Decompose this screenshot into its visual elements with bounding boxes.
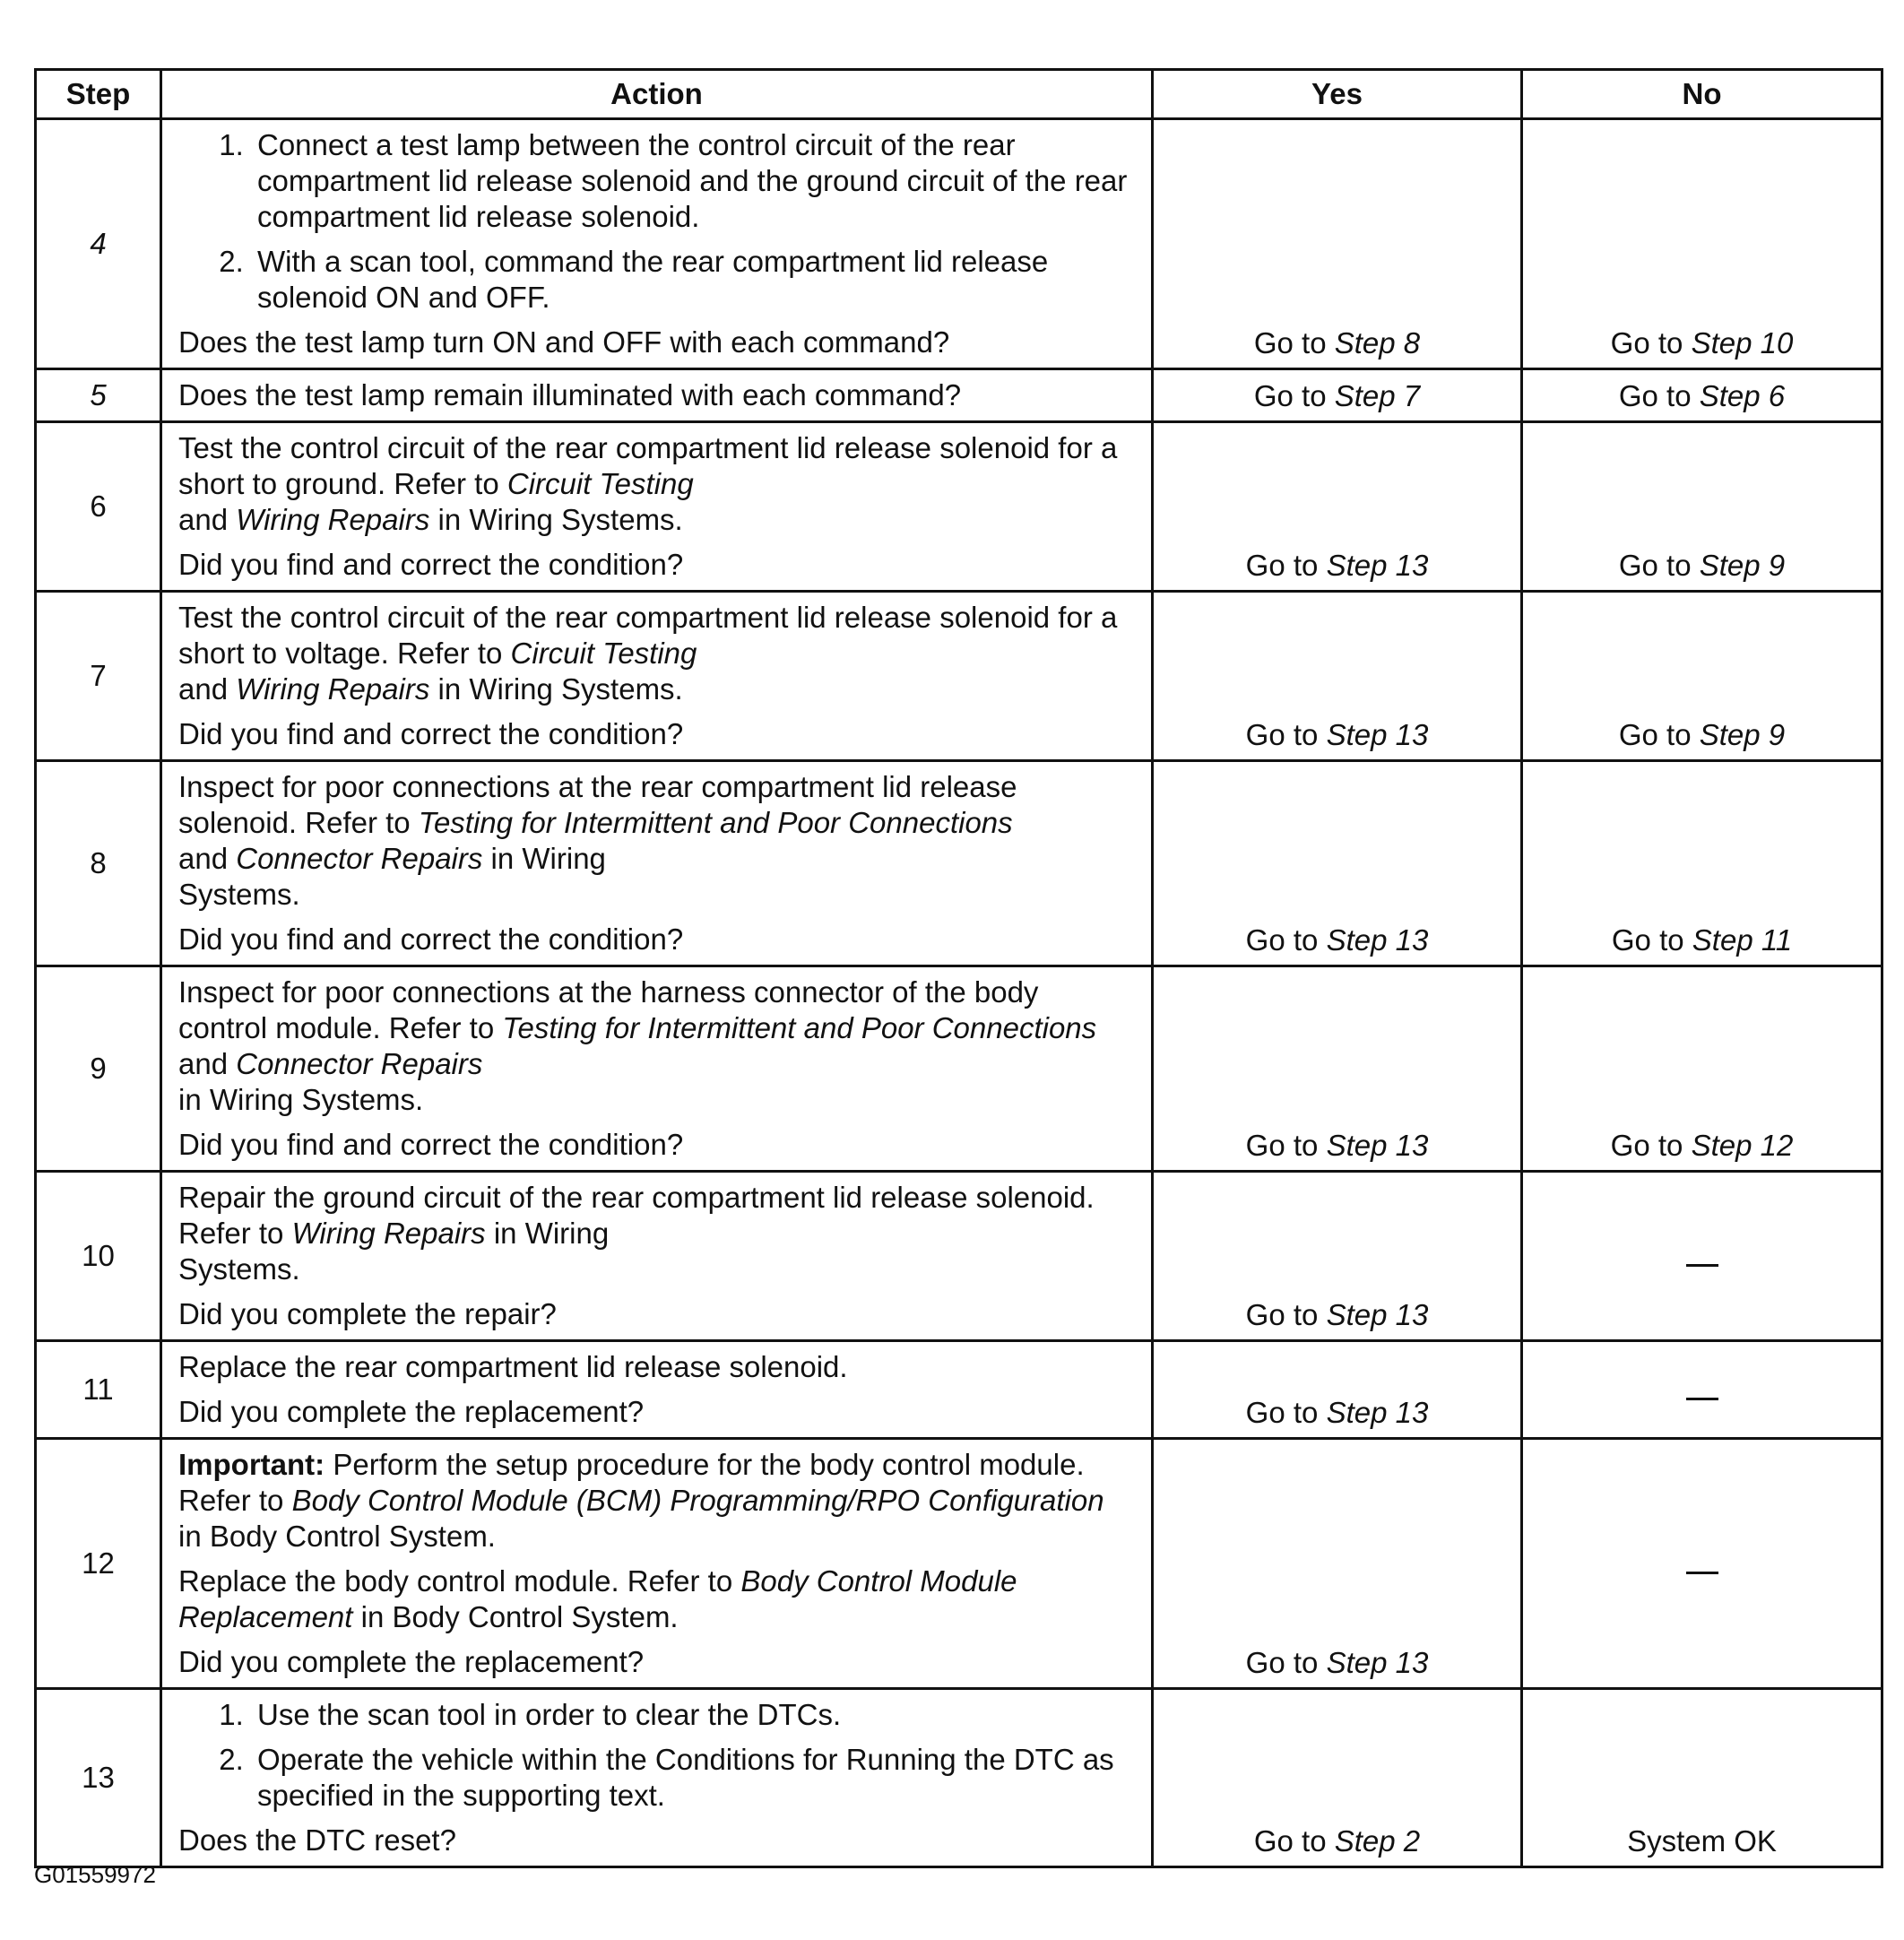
no-cell bbox=[1522, 592, 1882, 761]
table-row bbox=[36, 1341, 1882, 1439]
dash-mark bbox=[1686, 1572, 1718, 1574]
step-number: 7 bbox=[36, 592, 161, 761]
action-cell bbox=[161, 369, 1153, 422]
no-cell-dash bbox=[1522, 1439, 1882, 1689]
action-cell bbox=[161, 119, 1153, 369]
goto-text: Go to bbox=[1245, 549, 1319, 582]
goto-text: Go to bbox=[1618, 549, 1692, 582]
yes-cell bbox=[1153, 1439, 1522, 1689]
reference-link: Wiring Repairs bbox=[291, 1217, 486, 1250]
no-step-link: Step 9 bbox=[1699, 549, 1786, 582]
yes-step-link: Step 13 bbox=[1326, 1396, 1429, 1429]
yes-cell bbox=[1153, 1689, 1522, 1867]
yes-step-link: Step 13 bbox=[1326, 549, 1429, 582]
dash-mark bbox=[1686, 1398, 1718, 1400]
header-yes: Yes bbox=[1153, 70, 1522, 119]
action-cell bbox=[161, 1439, 1153, 1689]
action-cell bbox=[161, 592, 1153, 761]
question-text: Did you find and correct the condition? bbox=[178, 717, 684, 750]
instruction-text: Test the control circuit of the rear compartment lid release solenoid for a short to ground. Refer to Circuit Testing and Wiring Repairs in Wiring Systems. bbox=[178, 431, 1118, 536]
yes-cell bbox=[1153, 592, 1522, 761]
question-text: Does the test lamp remain illuminated with each command? bbox=[178, 378, 962, 411]
yes-step-link: Step 13 bbox=[1326, 718, 1429, 751]
goto-text: Go to bbox=[1253, 1824, 1327, 1858]
question-text: Does the test lamp turn ON and OFF with each command? bbox=[178, 325, 950, 359]
yes-step-link: Step 8 bbox=[1334, 326, 1421, 359]
dash-mark bbox=[1686, 1264, 1718, 1267]
no-step-link: Step 9 bbox=[1699, 718, 1786, 751]
goto-text: Go to bbox=[1245, 718, 1319, 751]
instruction-text: Replace the rear compartment lid release solenoid. bbox=[178, 1350, 848, 1383]
table-row bbox=[36, 966, 1882, 1172]
list-item: 2. With a scan tool, command the rear compartment lid release solenoid ON and OFF. bbox=[252, 244, 1133, 316]
no-cell bbox=[1522, 369, 1882, 422]
yes-cell bbox=[1153, 1341, 1522, 1439]
no-step-link: Step 12 bbox=[1691, 1129, 1794, 1162]
action-cell bbox=[161, 761, 1153, 966]
step-number: 10 bbox=[36, 1172, 161, 1341]
no-cell-dash bbox=[1522, 1341, 1882, 1439]
yes-cell bbox=[1153, 422, 1522, 592]
goto-text: Go to bbox=[1610, 1129, 1683, 1162]
goto-text: Go to bbox=[1245, 1646, 1319, 1679]
step-number: 13 bbox=[36, 1689, 161, 1867]
reference-link: Testing for Intermittent and Poor Connections bbox=[502, 1011, 1097, 1044]
header-step: Step bbox=[36, 70, 161, 119]
goto-text: Go to bbox=[1618, 718, 1692, 751]
table-row bbox=[36, 119, 1882, 369]
yes-step-link: Step 13 bbox=[1326, 1646, 1429, 1679]
table-row bbox=[36, 1439, 1882, 1689]
step-number: 6 bbox=[36, 422, 161, 592]
question-text: Did you find and correct the condition? bbox=[178, 1128, 684, 1161]
no-cell: System OK bbox=[1522, 1689, 1882, 1867]
yes-cell bbox=[1153, 1172, 1522, 1341]
question-text: Does the DTC reset? bbox=[178, 1823, 456, 1857]
list-item: 1. Connect a test lamp between the control circuit of the rear compartment lid release solenoid and the ground circuit of the rear compartment lid release solenoid. bbox=[252, 127, 1133, 235]
reference-link: Testing for Intermittent and Poor Connections bbox=[418, 806, 1013, 839]
goto-text: Go to bbox=[1618, 379, 1692, 412]
yes-cell bbox=[1153, 966, 1522, 1172]
yes-step-link: Step 2 bbox=[1334, 1824, 1421, 1858]
no-step-link: Step 11 bbox=[1692, 923, 1793, 957]
reference-link: Circuit Testing bbox=[510, 637, 697, 670]
instruction-text: Replace the body control module. Refer to Body Control Module Replacement in Body Control System. bbox=[178, 1564, 1017, 1633]
reference-link: Body Control Module (BCM) Programming/RPO Configuration bbox=[291, 1484, 1104, 1517]
instruction-text: Test the control circuit of the rear compartment lid release solenoid for a short to voltage. Refer to Circuit Testing and Wiring Repairs in Wiring Systems. bbox=[178, 601, 1118, 706]
question-text: Did you complete the replacement? bbox=[178, 1395, 645, 1428]
reference-link: Connector Repairs bbox=[236, 1047, 483, 1080]
instruction-text: Inspect for poor connections at the rear compartment lid release solenoid. Refer to Testing for Intermittent and Poor Connections and Connector Repairs in Wiring Systems. bbox=[178, 770, 1017, 911]
diagnostic-table-container bbox=[34, 68, 1881, 1868]
question-text: Did you complete the replacement? bbox=[178, 1645, 645, 1678]
goto-text: Go to bbox=[1245, 1298, 1319, 1331]
list-item: 1. Use the scan tool in order to clear the DTCs. bbox=[252, 1697, 1133, 1733]
diagnostic-steps-table bbox=[34, 68, 1883, 1868]
table-row bbox=[36, 369, 1882, 422]
goto-text: Go to bbox=[1245, 1396, 1319, 1429]
action-list bbox=[178, 1697, 1133, 1814]
table-row bbox=[36, 1172, 1882, 1341]
no-step-link: Step 6 bbox=[1699, 379, 1786, 412]
instruction-text: Inspect for poor connections at the harness connector of the body control module. Refer to Testing for Intermittent and Poor Connections and Connector Repairs in Wiring Systems. bbox=[178, 975, 1097, 1116]
action-cell bbox=[161, 1689, 1153, 1867]
goto-text: Go to bbox=[1253, 326, 1327, 359]
yes-cell bbox=[1153, 369, 1522, 422]
yes-cell bbox=[1153, 761, 1522, 966]
yes-step-link: Step 13 bbox=[1326, 1298, 1429, 1331]
action-cell bbox=[161, 1341, 1153, 1439]
step-number: 12 bbox=[36, 1439, 161, 1689]
no-cell-dash bbox=[1522, 1172, 1882, 1341]
yes-step-link: Step 13 bbox=[1326, 1129, 1429, 1162]
step-number: 8 bbox=[36, 761, 161, 966]
reference-link: Connector Repairs bbox=[236, 842, 483, 875]
goto-text: Go to bbox=[1245, 1129, 1319, 1162]
goto-text: Go to bbox=[1611, 923, 1684, 957]
step-number: 11 bbox=[36, 1341, 161, 1439]
question-text: Did you complete the repair? bbox=[178, 1297, 557, 1330]
reference-link: Body Control Module Replacement bbox=[178, 1564, 1017, 1633]
action-cell bbox=[161, 422, 1153, 592]
step-number: 4 bbox=[36, 119, 161, 369]
instruction-text: Repair the ground circuit of the rear compartment lid release solenoid. Refer to Wiring Repairs in Wiring Systems. bbox=[178, 1181, 1095, 1286]
yes-step-link: Step 13 bbox=[1326, 923, 1429, 957]
important-label: Important: bbox=[178, 1448, 325, 1481]
list-item: 2. Operate the vehicle within the Conditions for Running the DTC as specified in the supporting text. bbox=[252, 1742, 1133, 1814]
no-step-link: Step 10 bbox=[1691, 326, 1794, 359]
step-number: 5 bbox=[36, 369, 161, 422]
header-no: No bbox=[1522, 70, 1882, 119]
no-cell bbox=[1522, 761, 1882, 966]
yes-cell bbox=[1153, 119, 1522, 369]
reference-link: Circuit Testing bbox=[506, 467, 694, 500]
no-cell bbox=[1522, 119, 1882, 369]
table-row bbox=[36, 1689, 1882, 1867]
important-note: Important: Perform the setup procedure for the body control module. Refer to Body Control Module (BCM) Programming/RPO Configuration in Body Control System. bbox=[178, 1448, 1104, 1553]
no-cell bbox=[1522, 422, 1882, 592]
action-cell bbox=[161, 966, 1153, 1172]
reference-link: Wiring Repairs bbox=[236, 503, 430, 536]
reference-link: Wiring Repairs bbox=[236, 672, 430, 706]
header-action: Action bbox=[161, 70, 1153, 119]
question-text: Did you find and correct the condition? bbox=[178, 548, 684, 581]
no-cell bbox=[1522, 966, 1882, 1172]
action-cell bbox=[161, 1172, 1153, 1341]
action-list bbox=[178, 127, 1133, 316]
table-row bbox=[36, 422, 1882, 592]
table-row bbox=[36, 761, 1882, 966]
goto-text: Go to bbox=[1253, 379, 1327, 412]
table-row bbox=[36, 592, 1882, 761]
step-number: 9 bbox=[36, 966, 161, 1172]
goto-text: Go to bbox=[1245, 923, 1319, 957]
question-text: Did you find and correct the condition? bbox=[178, 922, 684, 956]
yes-step-link: Step 7 bbox=[1334, 379, 1421, 412]
figure-id: G01559972 bbox=[34, 1861, 156, 1888]
table-header-row bbox=[36, 70, 1882, 119]
goto-text: Go to bbox=[1610, 326, 1683, 359]
